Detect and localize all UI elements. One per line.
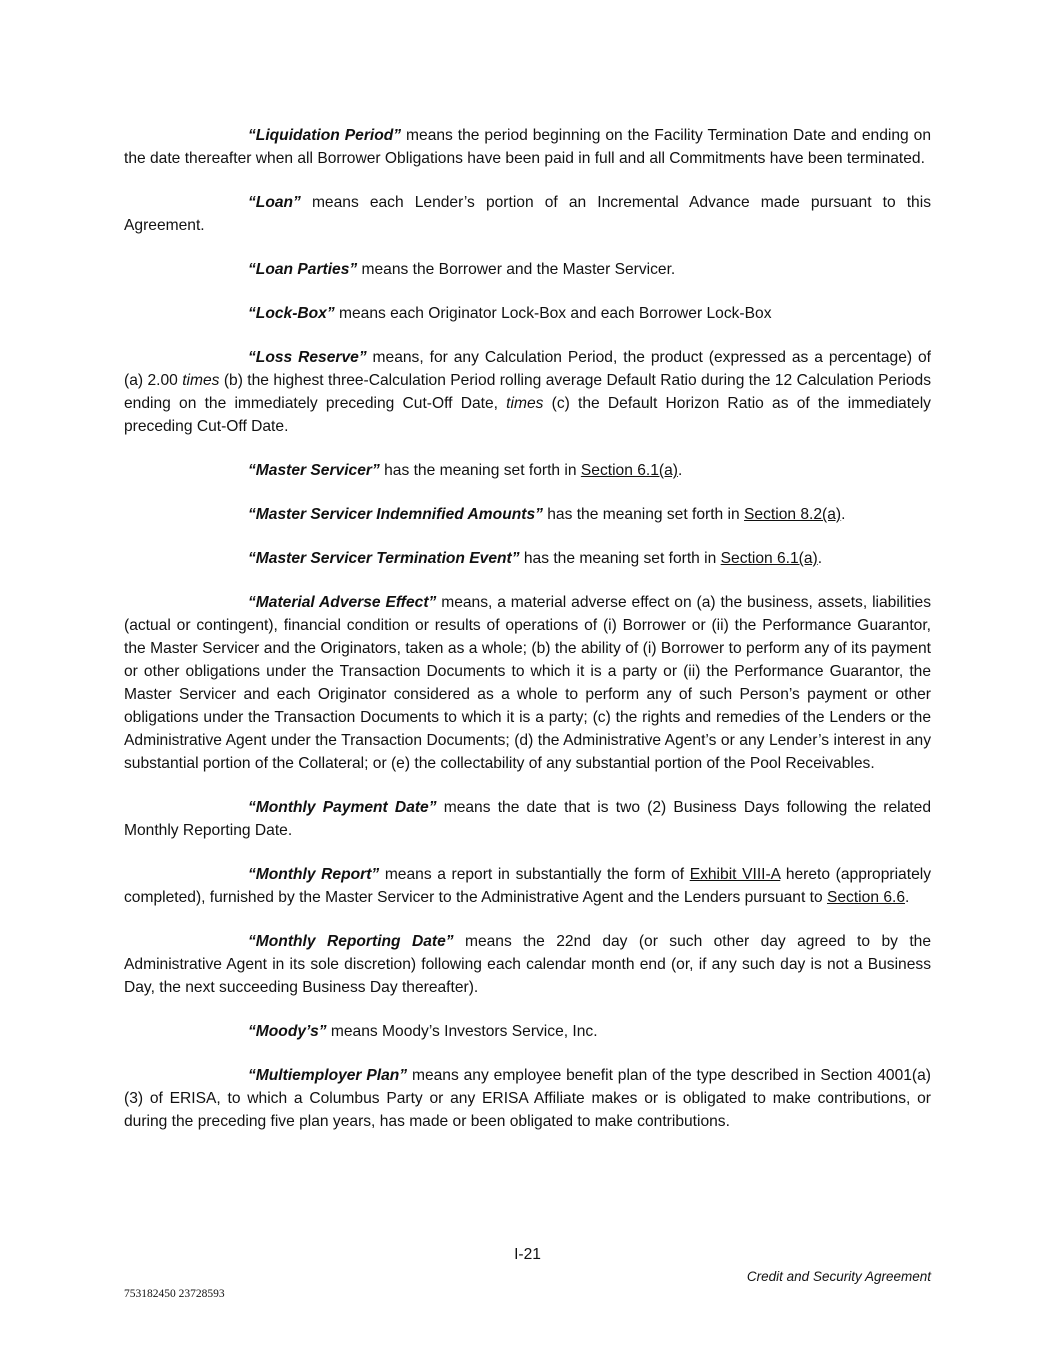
defined-term: “Monthly Payment Date” <box>248 799 437 816</box>
footer-document-title: Credit and Security Agreement <box>746 1269 931 1284</box>
defined-term: “Moody’s” <box>248 1023 327 1040</box>
definition-moodys: “Moody’s” means Moody’s Investors Service, Inc. <box>248 1023 598 1040</box>
document-body <box>124 124 931 1154</box>
defined-term: “Master Servicer Termination Event” <box>248 550 520 567</box>
definition-loan: “Loan” means each Lender’s portion of an Incremental Advance made pursuant to this Agreement. <box>124 194 931 234</box>
definition-multiemployer-plan: “Multiemployer Plan” means any employee benefit plan of the type described in Section 4001(a)(3) of ERISA, to which a Columbus Party or any ERISA Affiliate makes or is obligated to make contributions, or during the preceding five plan years, has made or been obligated to make contributions. <box>124 1067 931 1130</box>
definition-monthly-payment-date: “Monthly Payment Date” means the date that is two (2) Business Days following the related Monthly Reporting Date. <box>124 799 931 839</box>
defined-term: “Loan Parties” <box>248 261 358 278</box>
definition-master-servicer: “Master Servicer” has the meaning set forth in Section 6.1(a). <box>248 462 683 479</box>
definition-lock-box: “Lock-Box” means each Originator Lock-Box and each Borrower Lock-Box <box>248 305 772 322</box>
defined-term: “Material Adverse Effect” <box>248 594 437 611</box>
defined-term: “Loss Reserve” <box>248 349 367 366</box>
exhibit-reference: Exhibit VIII-A <box>689 866 781 883</box>
footer-doc-id: 753182450 23728593 <box>124 1288 225 1300</box>
definition-monthly-reporting-date: “Monthly Reporting Date” means the 22nd day (or such other day agreed to by the Administrative Agent in its sole discretion) following each calendar month end (or, if any such day is not a Business Day, the next succeeding Business Day thereafter). <box>124 933 931 996</box>
defined-term: “Liquidation Period” <box>248 127 402 144</box>
page-number: I-21 <box>514 1246 541 1263</box>
section-reference: Section 8.2(a) <box>744 506 842 523</box>
defined-term: “Lock-Box” <box>248 305 335 322</box>
defined-term: “Monthly Report” <box>248 866 380 883</box>
defined-term: “Multiemployer Plan” <box>248 1067 408 1084</box>
defined-term: “Master Servicer” <box>248 462 380 479</box>
definition-loss-reserve: “Loss Reserve” means, for any Calculation Period, the product (expressed as a percentage) of (a) 2.00 times (b) the highest three-Calculation Period rolling average Default Ratio during the 12 Calculation Periods ending on the immediately preceding Cut-Off Date, times (c) the Default Horizon Ratio as of the immediately preceding Cut-Off Date. <box>124 349 932 435</box>
definition-loan-parties: “Loan Parties” means the Borrower and the Master Servicer. <box>248 261 676 278</box>
definition-master-servicer-indemnified-amounts: “Master Servicer Indemnified Amounts” has the meaning set forth in Section 8.2(a). <box>248 506 846 523</box>
definition-master-servicer-termination-event: “Master Servicer Termination Event” has the meaning set forth in Section 6.1(a). <box>248 550 823 567</box>
section-reference: Section 6.1(a) <box>720 550 818 567</box>
definition-monthly-report: “Monthly Report” means a report in substantially the form of Exhibit VIII-A hereto (appropriately completed), furnished by the Master Servicer to the Administrative Agent and the Lenders pursuant to Section 6.6. <box>124 866 931 906</box>
definition-liquidation-period: “Liquidation Period” means the period beginning on the Facility Termination Date and ending on the date thereafter when all Borrower Obligations have been paid in full and all Commitments have been terminated. <box>124 127 931 167</box>
defined-term: “Loan” <box>248 194 301 211</box>
defined-term: “Monthly Reporting Date” <box>248 933 454 950</box>
definition-material-adverse-effect: “Material Adverse Effect” means, a material adverse effect on (a) the business, assets, liabilities (actual or contingent), financial condition or results of operations of (i) Borrower or (ii) the Performance Guarantor, the Master Servicer and the Originators, taken as a whole; (b) the ability of (i) Borrower to perform any of its payment or other obligations under the Transaction Documents to which it is a party or (ii) the Performance Guarantor, the Master Servicer and each Originator considered as a whole to perform any of such Person’s payment or other obligations under the Transaction Documents to which it is a party; (c) the rights and remedies of the Lenders or the Administrative Agent under the Transaction Documents; (d) the Administrative Agent’s or any Lender’s interest in any substantial portion of the Collateral; or (e) the collectability of any substantial portion of the Pool Receivables. <box>124 594 932 772</box>
section-reference: Section 6.6 <box>826 889 906 906</box>
section-reference: Section 6.1(a) <box>580 462 678 479</box>
defined-term: “Master Servicer Indemnified Amounts” <box>248 506 543 523</box>
